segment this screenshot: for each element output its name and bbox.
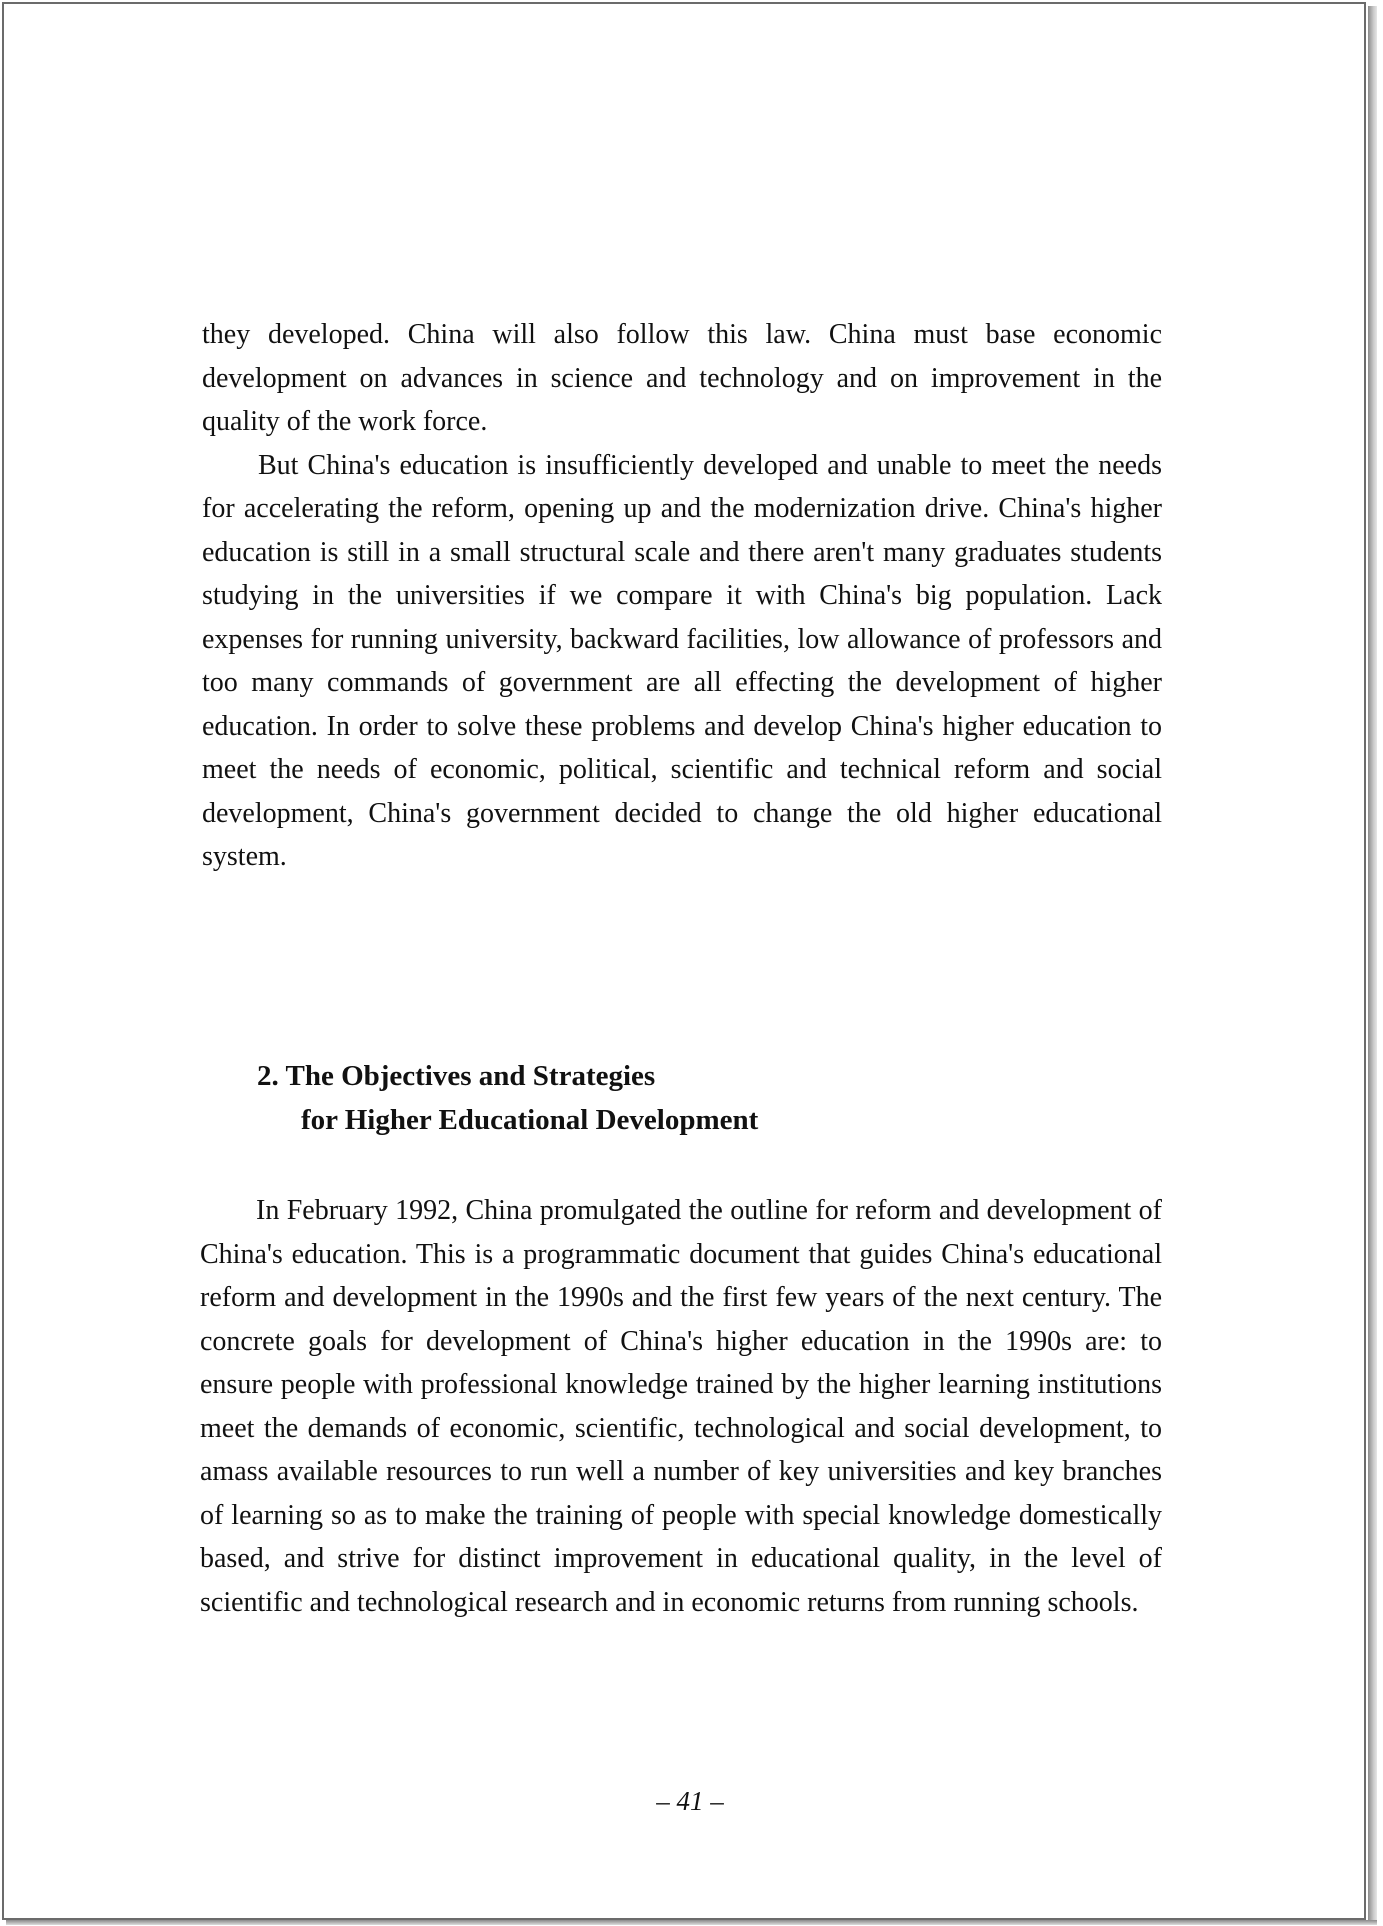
- section-heading-line1: 2. The Objectives and Strategies: [257, 1060, 656, 1092]
- section-heading-line2: for Higher Educational Development: [301, 1104, 759, 1136]
- paragraph-education-problems: But China's education is insufficiently developed and unable to meet the needs for accelerating the reform, opening up and the modernization drive. China's higher education is still in a small structural scale and there aren't many graduates students studying in the universities if we compare it with China's big population. Lack expenses for running university, backward facilities, low allowance of professors and too many commands of government are all effecting the development of higher education. In order to solve these problems and develop China's higher education to meet the needs of economic, political, scientific and technical reform and social development, China's government decided to change the old higher educational system.: [202, 449, 1162, 872]
- page-sheet: [2, 2, 1366, 1920]
- page-shadow-right: [1368, 6, 1377, 1924]
- body-text-top: [202, 313, 1162, 879]
- body-text-bottom: [200, 1189, 1162, 1624]
- paragraph-objectives: In February 1992, China promulgated the outline for reform and development of China's education. This is a programmatic document that guides China's educational reform and development in the 1990s and the first few years of the next century. The concrete goals for development of China's higher education in the 1990s are: to ensure people with professional knowledge trained by the higher learning institutions meet the demands of economic, scientific, technological and social development, to amass available resources to run well a number of key universities and key branches of learning so as to make the training of people with special knowledge domestically based, and strive for distinct improvement in educational quality, in the level of scientific and technological research and in economic returns from running schools.: [200, 1195, 1162, 1618]
- paragraph-continuation: they developed. China will also follow this law. China must base economic development on advances in science and technology and on improvement in the quality of the work force.: [202, 319, 1162, 437]
- page-number: – 41 –: [656, 1786, 724, 1816]
- section-heading: [257, 1054, 1057, 1142]
- page-shadow-bottom: [6, 1920, 1377, 1925]
